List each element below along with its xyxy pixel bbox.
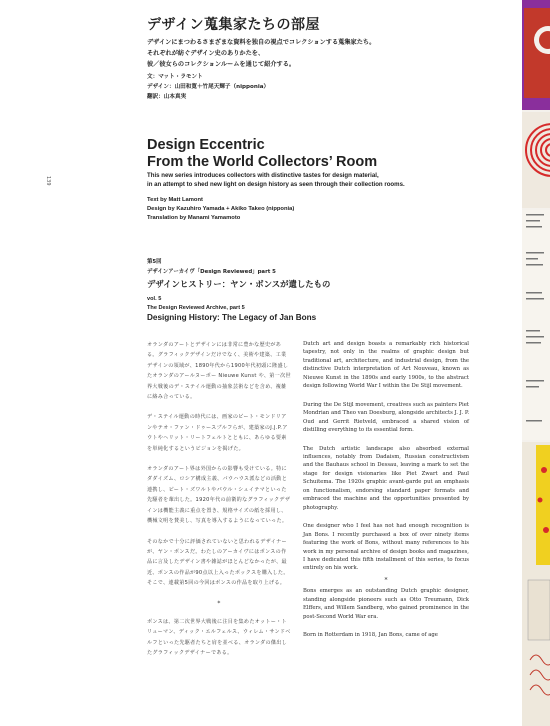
credit-line: Translation by Manami Yamamoto — [147, 214, 241, 221]
body-paragraph-jp: オランダのアートとデザインには非常に豊かな歴史がある。グラフィックデザインだけでなく、美術や建築、工業デザインの領域が、1890年代から1900年代初頭に隆盛したオランダのアールヌーボー Nieuwe Kunst や、第一次世界大戦後のデ・ステイル運動の抽象芸術などを含め、複雑に絡み合っている。 — [147, 342, 291, 401]
body-paragraph-en: During the De Stijl movement, creatives such as painters Piet Mondrian and Theo van Doesburg, alongside architects J. J. P. Oud and Gerrit Rietveld, embraced a shared vision of distilling everything to its essential form. — [303, 401, 469, 434]
credit-line: 文：マット・ラモント — [147, 74, 203, 80]
intro-line: 彼／彼女らのコレクションルームを通じて紹介する。 — [147, 61, 296, 68]
intro-line: デザインにまつわるさまざまな資料を独自の視点でコレクションする蒐集家たち。 — [147, 39, 376, 46]
section-ornament: * — [217, 599, 221, 607]
series-intro-en — [147, 172, 487, 189]
credit-line: Design by Kazuhiro Yamada + Akiko Takeo (nipponia) — [147, 205, 295, 212]
collection-photo-strip — [522, 0, 550, 726]
article-vol-jp: 第5回 — [147, 259, 162, 265]
title-line: From the World Collectors’ Room — [147, 154, 378, 170]
page-number: 139 — [45, 176, 51, 186]
credit-line: デザイン：山田和寛＋竹尾天輝子（nipponia） — [147, 84, 270, 90]
article-vol-en: vol. 5 — [147, 296, 162, 302]
article-series-en: The Design Reviewed Archive, part 5 — [147, 304, 245, 311]
body-paragraph-jp: ボンスは、第二次世界大戦後に注目を集めたオットー・トリューマン、ディック・エルフェルス、ウィレム・サンドベルフといった先駆者たちと肩を並べる、オランダの傑出したグラフィックデザイナーである。 — [147, 618, 291, 657]
facing-page-image-strip — [522, 0, 550, 726]
article-series-jp: デザインアーカイヴ「Design Reviewed」part 5 — [147, 268, 276, 275]
series-title-jp: デザイン蒐集家たちの部屋 — [147, 17, 321, 33]
series-title-en — [147, 137, 487, 171]
body-column-en — [303, 340, 469, 650]
article-title-en: Designing History: The Legacy of Jan Bons — [147, 313, 317, 322]
body-paragraph-jp: そのなかで十分に評価されていないと思われるデザイナーが、ヤン・ボンスだ。わたしのアーカイヴにはボンスの作品に言及したデザイン書や雑誌がほとんどなかったが、最近、ボンスの作品が90点以上入ったボックスを購入した。そこで、連載第5回の今回はボンスの作品を取り上げる。 — [147, 538, 289, 587]
credit-line: 翻訳：山本真実 — [147, 94, 187, 100]
body-paragraph-en: Bons emerges as an outstanding Dutch graphic designer, standing alongside pioneers such as Otto Treumann, Dick Elffers, and Willem Sandberg, who gained prominence in the post-Second World War era. — [303, 588, 469, 620]
body-paragraph-en: Born in Rotterdam in 1918, Jan Bons, came of age — [303, 632, 438, 639]
series-intro-jp — [147, 37, 447, 70]
body-column-jp — [147, 340, 291, 669]
credits-jp — [147, 72, 447, 102]
credit-line: Text by Matt Lamont — [147, 197, 203, 203]
intro-line: in an attempt to shed new light on design history as seen through their collection rooms. — [147, 180, 405, 188]
article-title-jp: デザインヒストリー：ヤン・ボンスが遺したもの — [147, 279, 331, 289]
body-paragraph-en: The Dutch artistic landscape also absorbed external influences, notably from Dadaism, Russian constructivism and the Bauhaus school in Dessau, leaving a mark to set the stage for design visionaries like Piet Zwart and Paul Schuitema. The 1920s graphic avant-garde put an emphasis on functionalism, endorsing standard paper formats and embraced the machine and the opportunities presented by photography. — [303, 445, 469, 511]
section-ornament: * — [384, 576, 388, 584]
body-paragraph-en: One designer who I feel has not had enough recognition is Jan Bons. I recently purchased a box of over ninety items featuring the work of Bons, without many references to his work in my personal archive of design books and magazines, I have dedicated this fifth installment of this series, to focus entirely on his work. — [303, 523, 469, 572]
article-meta-jp — [147, 258, 447, 277]
credits-en — [147, 196, 447, 222]
article-meta-en — [147, 295, 447, 312]
body-paragraph-en: Dutch art and design boasts a remarkably rich historical tapestry, not only in the realms of graphic design but traditional art, architecture, and industrial design, from the distinctive Dutch interpretation of Art Nouveau, known as Nieuwe Kunst in the 1890s and early 1900s, to the abstract design following World War I within the De Stijl movement. — [303, 341, 469, 390]
body-paragraph-jp: デ・ステイル運動の時代には、画家のピート・モンドリアンやテオ・ファン・ドゥースブルフらが、建築家のJ.J.P.アウトやヘリット・リートフェルトとともに、あらゆる要素を単純化するというビジョンを掲げた。 — [147, 414, 288, 452]
title-line: Design Eccentric — [147, 137, 265, 153]
intro-line: それぞれが紡ぐデザイン史のありかたを、 — [147, 50, 265, 57]
intro-line: This new series introduces collectors with distinctive tastes for design material, — [147, 172, 379, 179]
body-paragraph-jp: オランダのアート界は外国からの影響も受けている。特にダダイズム、ロシア構成主義、バウハウス派などの活動と連携し、ピート・ズワルトやパウル・シュイテマといった先駆者を輩出した。1920年代の前衛的なグラフィックデザインは機能主義に重点を置き、規格サイズの紙を採用し、機械文明を賛美し、写真を導入するようになっていった。 — [147, 466, 291, 525]
